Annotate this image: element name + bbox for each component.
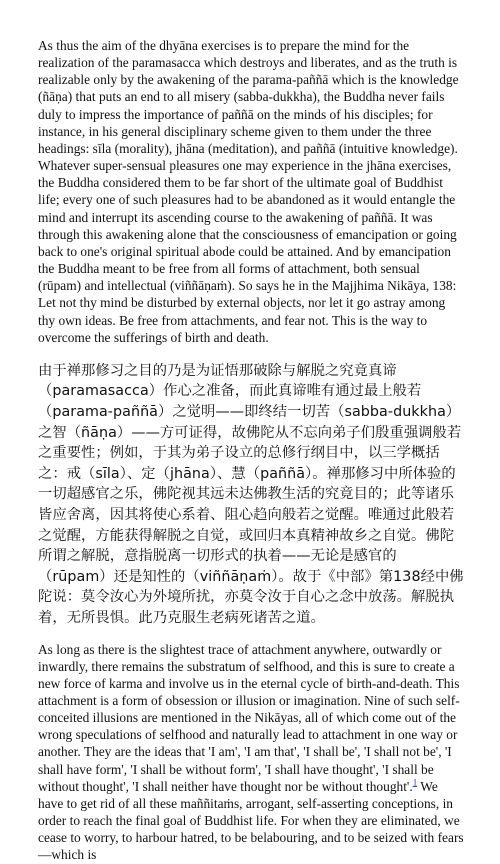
footnote-link[interactable]: 1 [412,777,418,788]
english-paragraph-attachment [38,641,465,864]
attachment-text-continued: We have to get rid of all these maññitaṁs, arrogant, self-asserting conceptions, in order to reach the final goal of Buddhist life. For when they are eliminated, we cease to worry, to harbour hatred, to be belabouring, and to be seized with fears—which is [38,778,464,863]
attachment-text: As long as there is the slightest trace of attachment anywhere, outwardly or inwardly, there remains the substratum of selfhood, and this is sure to create a new force of karma and involve us in the eternal cycle of birth-and-death. This attachment is a form of obsession or illusion or imagination. Nine of such self-conceited illusions are mentioned in the Nikāyas, all of which come out of the wrong speculations of selfhood and naturally lead to attachment in one way or another. They are the ideas that 'I am', 'I am that', 'I shall be', 'I shall not be', 'I shall have form', 'I shall be without form', 'I shall have thought', 'I shall be without thought', 'I shall neither have thought nor be without thought'. [38,641,460,794]
chinese-translation-paragraph: 由于禅那修习之目的乃是为证悟那破除与解脱之究竟真谛（paramasacca）作心之准备，而此真谛唯有通过最上般若（parama-paññā）之觉明——即终结一切苦（sabba-dukkha）之智（ñāṇa）——方可证得，故佛陀从不忘向弟子们殷重强调般若之重要性；例如，于其为弟子设立的总修行纲目中，以三学概括之：戒（sīla）、定（jhāna）、慧（paññā）。禅那修习中所体验的一切超感官之乐，佛陀视其远未达佛教生活的究竟目的；此等诸乐皆应舍离，因其将使心系着、阻心趋向般若之觉醒。唯通过此般若之觉醒，方能获得解脱之自觉，或回归本真精神故乡之自觉。佛陀所谓之解脱，意指脱离一切形式的执着——无论是感官的（rūpam）还是知性的（viññāṇaṁ）。故于《中部》第138经中佛陀说：莫令汝心为外境所扰，亦莫令汝于自心之念中放荡。解脱执着，无所畏惧。此乃克服生老病死诸苦之道。 [38,362,464,626]
english-paragraph-dhyana: As thus the aim of the dhyāna exercises is to prepare the mind for the realization of the paramasacca which destroys and liberates, and as the truth is realizable only by the awakening of the parama-paññā which is the knowledge (ñāṇa) that puts an end to all misery (sabba-dukkha), the Buddha never fails duly to impress the importance of paññā on the minds of his disciples; for instance, in his general disciplinary scheme given to them under the three headings: sīla (morality), jhāna (meditation), and paññā (intuitive knowledge). Whatever super-sensual pleasures one may experience in the jhāna exercises, the Buddha considered them to be far short of the ultimate goal of Buddhist life; every one of such pleasures had to be abandoned as it would entangle the mind and interrupt its ascending course to the awakening of paññā. It was through this awakening alone that the consciousness of emancipation or going back to one's original spiritual abode could be attained. And by emancipation the Buddha meant to be free from all forms of attachment, both sensual (rūpam) and intellectual (viññāṇaṁ). So says he in the Majjhima Nikāya, 138: Let not thy mind be disturbed by external objects, nor let it go astray among thy own ideas. Be free from attachments, and fear not. This is the way to overcome the sufferings of birth and death. [38,38,459,345]
